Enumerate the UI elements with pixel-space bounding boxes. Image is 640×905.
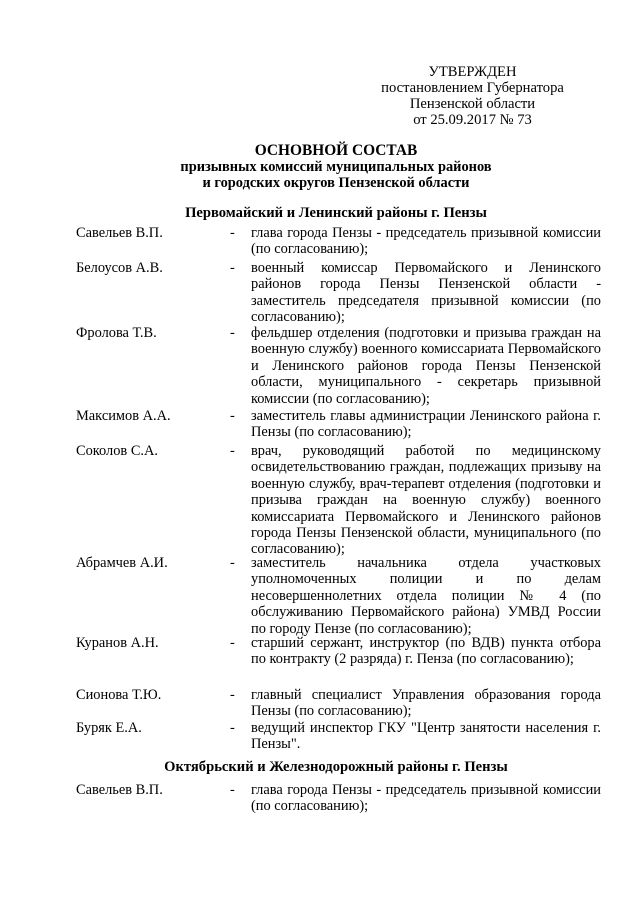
member-role: старший сержант, инструктор (по ВДВ) пункта отбора по контракту (2 разряда) г. Пенза (по согласованию); [251,635,601,668]
member-name: Буряк Е.А. [76,720,142,736]
title-main: ОСНОВНОЙ СОСТАВ [254,142,418,159]
member-name: Савельев В.П. [76,782,163,798]
member-role: военный комиссар Первомайского и Ленинского районов города Пензы Пензенской области - заместитель председателя призывной комиссии (по согласованию); [251,260,601,326]
member-role: заместитель главы администрации Ленинского района г. Пензы (по согласованию); [251,408,601,441]
approval-line: постановлением Губернатора [381,80,564,96]
dash: - [230,720,235,736]
member-role: заместитель начальника отдела участковых уполномоченных полиции и по делам несовершеннолетних отдела полиции № 4 (по обслуживанию Первомайского района) УМВД России по городу Пензе (по согласованию); [251,555,601,637]
member-role: фельдшер отделения (подготовки и призыва граждан на военную службу) военного комиссариата Первомайского и Ленинского районов города Пензы Пензенской области, муниципального - секретарь призывной комиссии (по согласованию); [251,325,601,407]
dash: - [230,635,235,651]
member-name: Куранов А.Н. [76,635,159,651]
section-heading: Октябрьский и Железнодорожный районы г. Пензы [164,759,508,775]
dash: - [230,408,235,424]
member-name: Сионова Т.Ю. [76,687,162,703]
dash: - [230,260,235,276]
title-subtitle: и городских округов Пензенской области [202,174,470,191]
member-name: Белоусов А.В. [76,260,163,276]
member-role: главный специалист Управления образования города Пензы (по согласованию); [251,687,601,720]
dash: - [230,555,235,571]
approval-stamp [360,64,585,128]
member-role: глава города Пензы - председатель призывной комиссии (по согласованию); [251,782,601,815]
dash: - [230,325,235,341]
member-role: ведущий инспектор ГКУ "Центр занятости населения г. Пензы". [251,720,601,753]
member-name: Фролова Т.В. [76,325,157,341]
member-name: Соколов С.А. [76,443,159,459]
dash: - [230,443,235,459]
title-subtitle: призывных комиссий муниципальных районов [180,159,492,175]
dash: - [230,687,235,703]
approval-line: Пензенской области [409,96,536,112]
approval-heading: УТВЕРЖДЕН [428,64,517,80]
dash: - [230,782,235,798]
member-name: Абрамчев А.И. [76,555,168,571]
member-name: Савельев В.П. [76,225,163,241]
approval-date-line: от 25.09.2017 № 73 [413,112,532,128]
member-role: глава города Пензы - председатель призывной комиссии (по согласованию); [251,225,601,258]
member-role: врач, руководящий работой по медицинскому освидетельствованию граждан, подлежащих призыву на военную службу, врач-терапевт отделения (подготовки и призыва граждан на военную службу) военного комиссариата Первомайского и Ленинского районов города Пензы Пензенской области, муниципального (по согласованию); [251,443,601,558]
member-name: Максимов А.А. [76,408,171,424]
section-heading: Первомайский и Ленинский районы г. Пензы [185,205,487,221]
document-title [0,142,640,191]
dash: - [230,225,235,241]
